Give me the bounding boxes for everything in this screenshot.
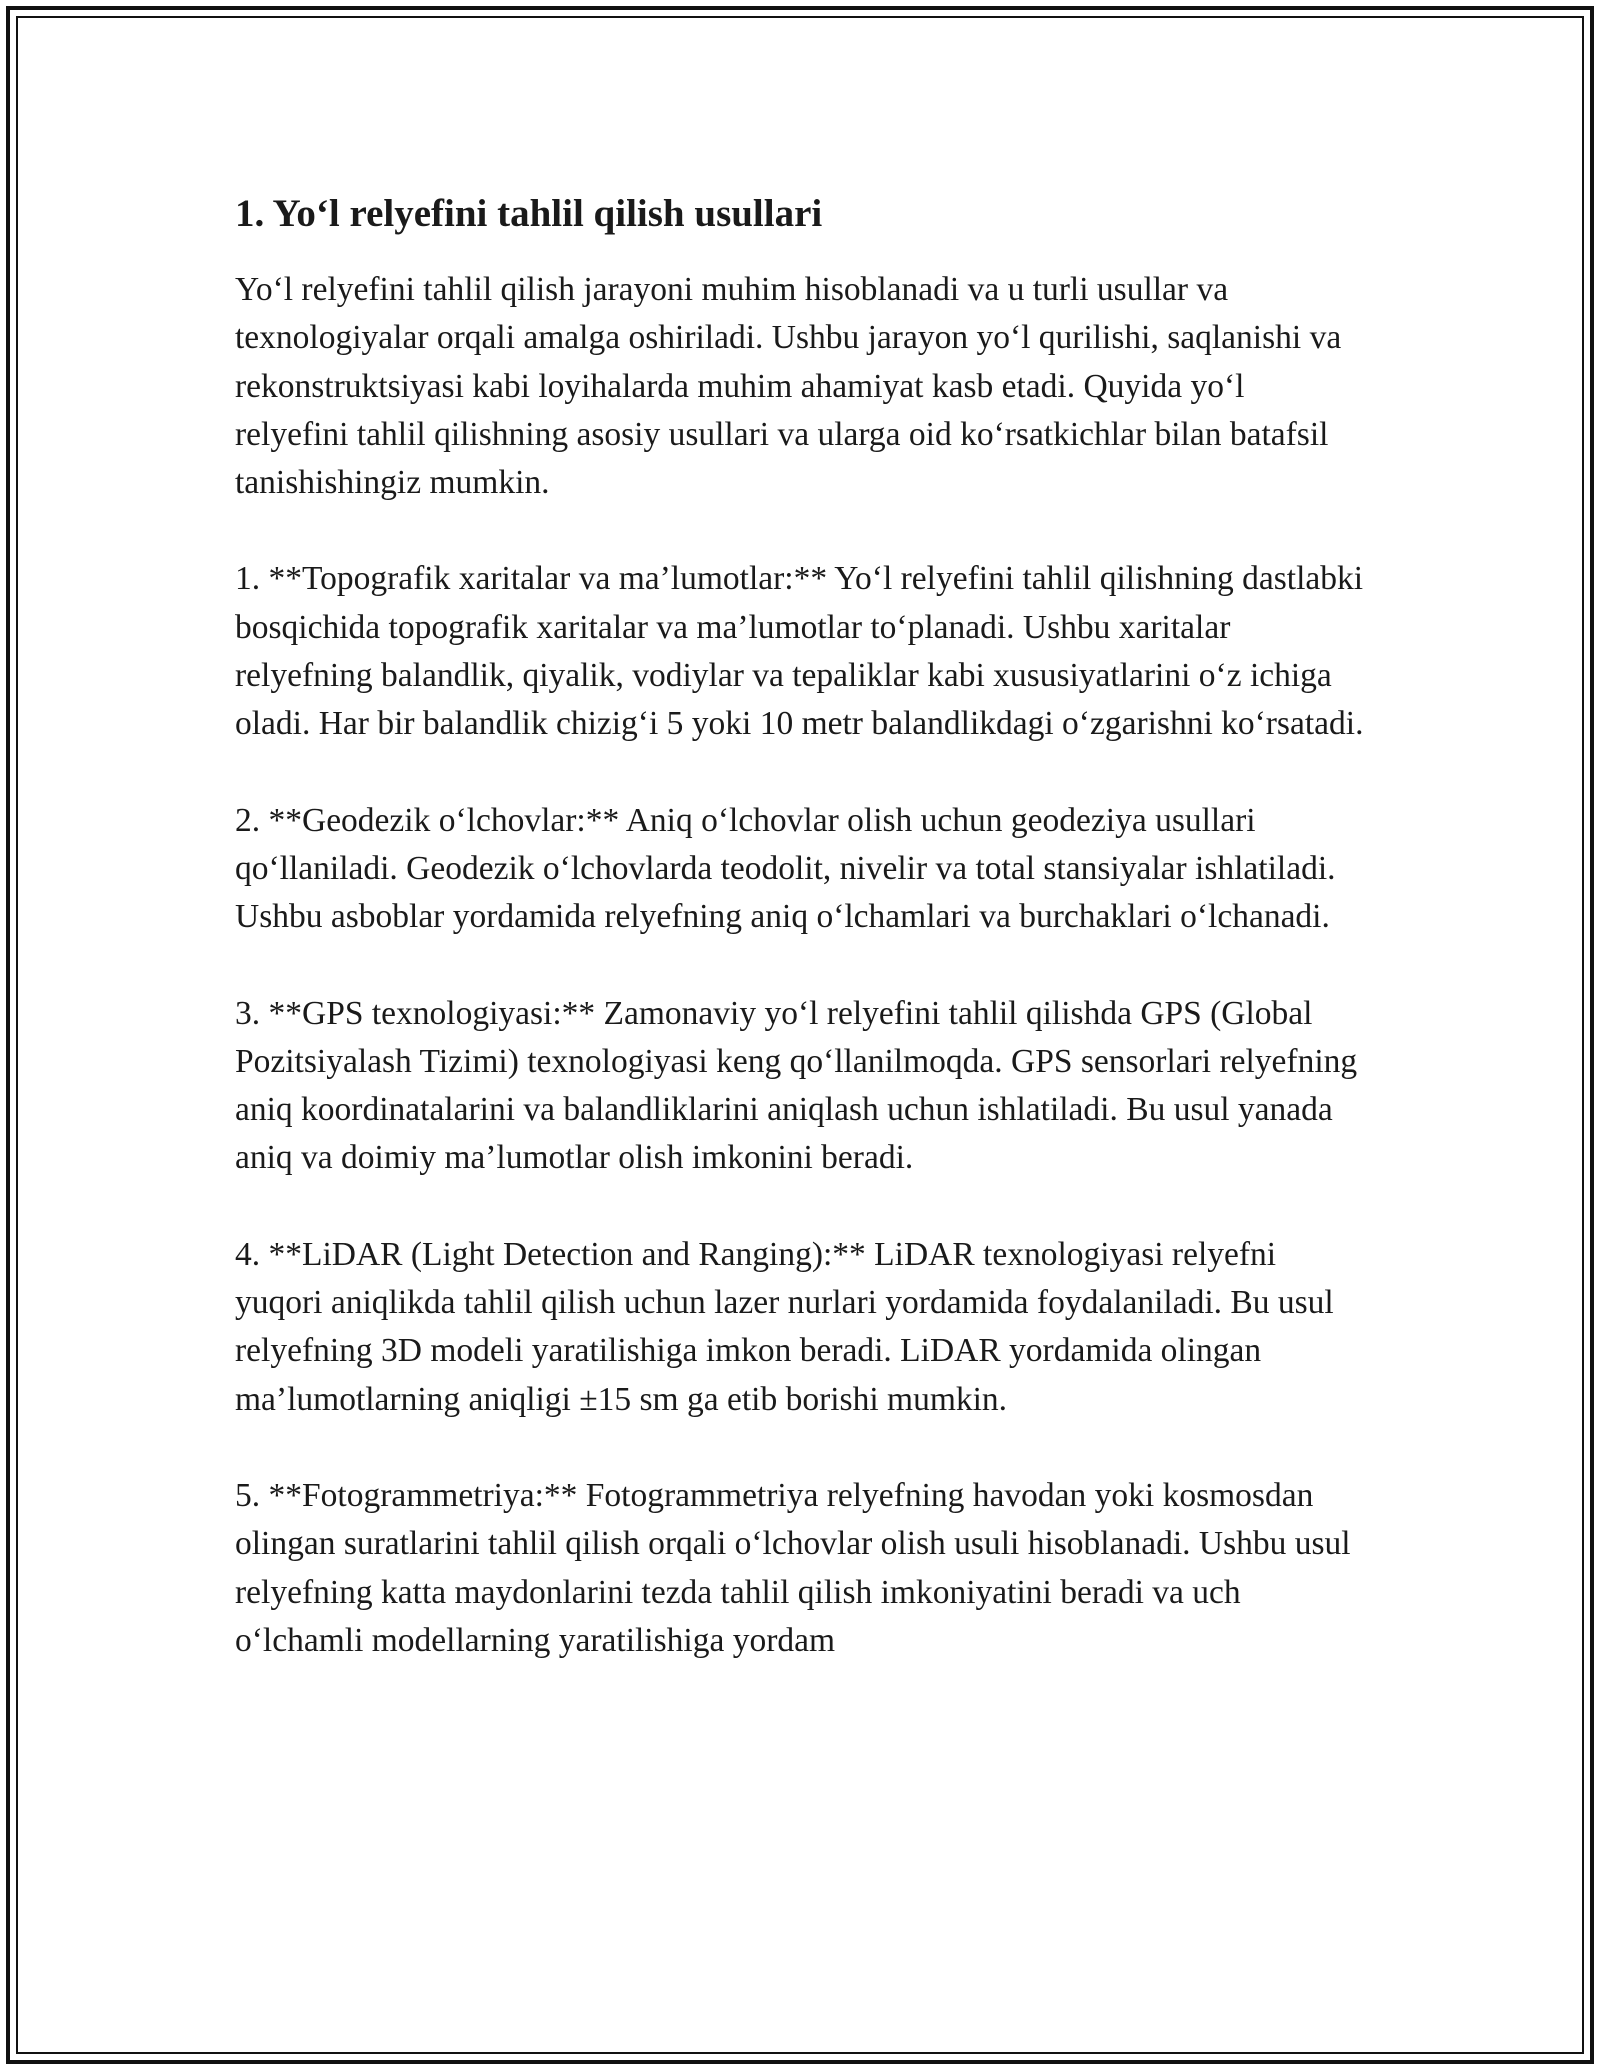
paragraph-topografik: 1. **Topografik xaritalar va ma’lumotlar:** Yo‘l relyefini tahlil qilishning dastlabki bosqichida topografik xaritalar va ma’lumotlar to‘planadi. Ushbu xaritalar relyefning balandlik, qiyalik, vodiylar va tepaliklar kabi xususiyatlarini o‘z ichiga oladi. Har bir balandlik chizig‘i 5 yoki 10 metr balandlikdagi o‘zgarishni ko‘rsatadi. bbox=[235, 560, 1364, 743]
paragraph-fotogrammetriya: 5. **Fotogrammetriya:** Fotogrammetriya relyefning havodan yoki kosmosdan olingan suratlarini tahlil qilish orqali o‘lchovlar olish usuli hisoblanadi. Ushbu usul relyefning katta maydonlarini tezda tahlil qilish imkoniyatini beradi va uch o‘lchamli modellarning yaratilishiga yordam bbox=[235, 1476, 1351, 1659]
paragraph-gps: 3. **GPS texnologiyasi:** Zamonaviy yo‘l relyefini tahlil qilishda GPS (Global Pozitsiyalash Tizimi) texnologiyasi keng qo‘llanilmoqda. GPS sensorlari relyefning aniq koordinatalarini va balandliklarini aniqlash uchun ishlatiladi. Bu usul yanada aniq va doimiy ma’lumotlar olish imkonini beradi. bbox=[235, 994, 1358, 1177]
paragraph-geodezik: 2. **Geodezik o‘lchovlar:** Aniq o‘lchovlar olish uchun geodeziya usullari qo‘llaniladi. Geodezik o‘lchovlarda teodolit, nivelir va total stansiyalar ishlatiladi. Ushbu asboblar yordamida relyefning aniq o‘lchamlari va burchaklari o‘lchanadi. bbox=[235, 801, 1336, 936]
section-heading: 1. Yo‘l relyefini tahlil qilish usullari bbox=[235, 192, 823, 235]
paragraph-lidar: 4. **LiDAR (Light Detection and Ranging):** LiDAR texnologiyasi relyefni yuqori aniqlikda tahlil qilish uchun lazer nurlari yordamida foydalaniladi. Bu usul relyefning 3D modeli yaratilishiga imkon beradi. LiDAR yordamida olingan ma’lumotlarning aniqligi ±15 sm ga etib borishi mumkin. bbox=[235, 1235, 1334, 1418]
document-body bbox=[235, 190, 1365, 1713]
intro-paragraph: Yo‘l relyefini tahlil qilish jarayoni muhim hisoblanadi va u turli usullar va texnologiyalar orqali amalga oshiriladi. Ushbu jarayon yo‘l qurilishi, saqlanishi va rekonstruktsiyasi kabi loyihalarda muhim ahamiyat kasb etadi. Quyida yo‘l relyefini tahlil qilishning asosiy usullari va ularga oid ko‘rsatkichlar bilan batafsil tanishishingiz mumkin. bbox=[235, 271, 1342, 502]
